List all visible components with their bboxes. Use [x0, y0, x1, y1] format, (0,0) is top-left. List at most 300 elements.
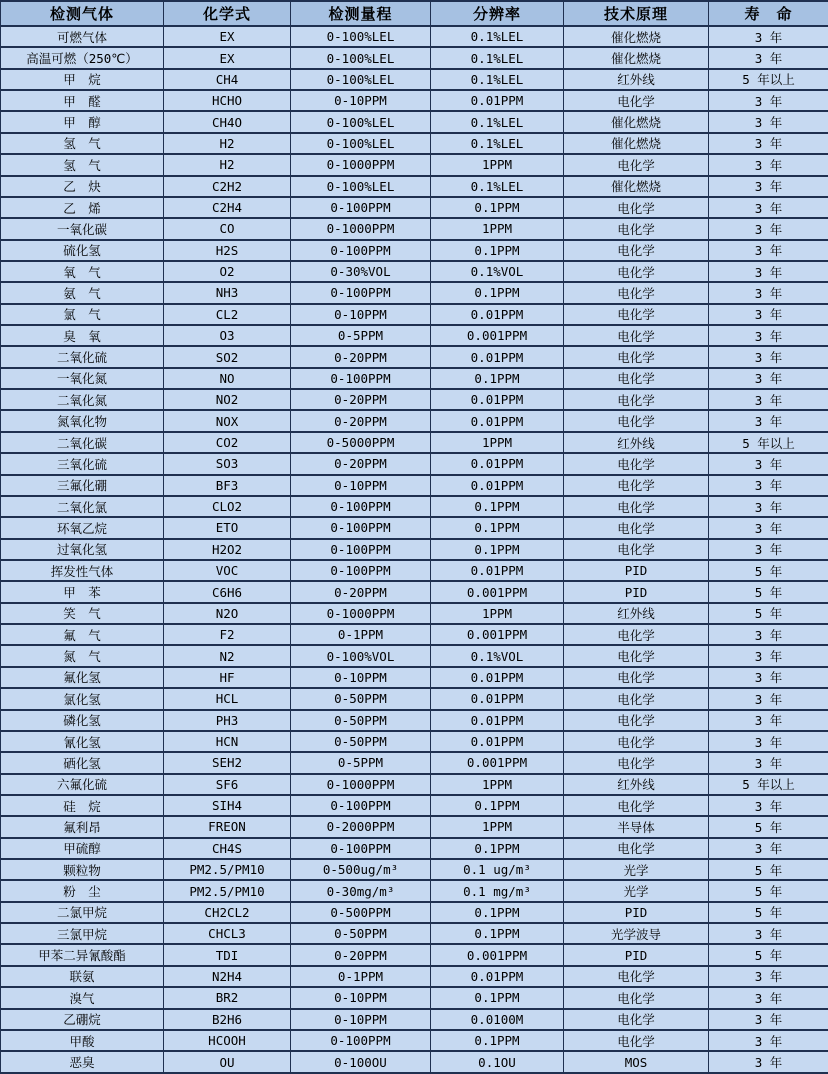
- cell-principle: 光学: [564, 880, 709, 901]
- cell-principle: 电化学: [564, 752, 709, 773]
- table-row: [1, 176, 828, 197]
- table-row: [1, 453, 828, 474]
- cell-formula: CH2CL2: [164, 902, 291, 923]
- cell-range: 0-100PPM: [291, 197, 431, 218]
- table-body: [1, 26, 828, 1073]
- cell-gas: 恶臭: [1, 1051, 164, 1073]
- cell-lifespan: 5 年以上: [709, 774, 828, 795]
- table-row: [1, 710, 828, 731]
- cell-lifespan: 3 年: [709, 47, 828, 68]
- cell-gas: 氰化氢: [1, 731, 164, 752]
- cell-range: 0-5000PPM: [291, 432, 431, 453]
- cell-gas: 氢 气: [1, 154, 164, 175]
- cell-formula: H2S: [164, 240, 291, 261]
- table-row: [1, 261, 828, 282]
- cell-formula: CH4S: [164, 838, 291, 859]
- cell-resolution: 1PPM: [431, 154, 564, 175]
- cell-formula: H2: [164, 133, 291, 154]
- cell-formula: H2O2: [164, 539, 291, 560]
- table-row: [1, 368, 828, 389]
- cell-resolution: 0.1%LEL: [431, 47, 564, 68]
- table-row: [1, 859, 828, 880]
- cell-principle: 电化学: [564, 475, 709, 496]
- cell-gas: 高温可燃（250℃）: [1, 47, 164, 68]
- cell-gas: 一氧化碳: [1, 218, 164, 239]
- cell-lifespan: 3 年: [709, 1030, 828, 1051]
- cell-gas: 甲 苯: [1, 581, 164, 602]
- cell-resolution: 0.001PPM: [431, 944, 564, 965]
- cell-lifespan: 3 年: [709, 453, 828, 474]
- cell-principle: 电化学: [564, 368, 709, 389]
- cell-principle: 电化学: [564, 987, 709, 1008]
- table-row: [1, 197, 828, 218]
- cell-resolution: 0.1OU: [431, 1051, 564, 1073]
- cell-resolution: 0.01PPM: [431, 560, 564, 581]
- cell-principle: 红外线: [564, 603, 709, 624]
- cell-formula: BR2: [164, 987, 291, 1008]
- column-header-lifespan: 寿 命: [709, 1, 828, 26]
- table-row: [1, 26, 828, 47]
- cell-range: 0-50PPM: [291, 710, 431, 731]
- table-row: [1, 432, 828, 453]
- table-row: [1, 624, 828, 645]
- cell-formula: NH3: [164, 282, 291, 303]
- cell-principle: 催化燃烧: [564, 176, 709, 197]
- table-row: [1, 923, 828, 944]
- cell-range: 0-1PPM: [291, 624, 431, 645]
- cell-formula: HCHO: [164, 90, 291, 111]
- cell-lifespan: 3 年: [709, 667, 828, 688]
- cell-lifespan: 3 年: [709, 325, 828, 346]
- cell-lifespan: 3 年: [709, 645, 828, 666]
- cell-gas: 联氨: [1, 966, 164, 987]
- cell-principle: 催化燃烧: [564, 133, 709, 154]
- column-header-gas: 检测气体: [1, 1, 164, 26]
- table-row: [1, 774, 828, 795]
- cell-formula: O3: [164, 325, 291, 346]
- table-row: [1, 645, 828, 666]
- cell-resolution: 0.01PPM: [431, 453, 564, 474]
- cell-principle: 电化学: [564, 645, 709, 666]
- cell-formula: CHCL3: [164, 923, 291, 944]
- cell-lifespan: 5 年: [709, 880, 828, 901]
- cell-formula: C2H4: [164, 197, 291, 218]
- cell-formula: SO2: [164, 346, 291, 367]
- cell-gas: 甲苯二异氰酸酯: [1, 944, 164, 965]
- cell-lifespan: 5 年: [709, 603, 828, 624]
- cell-lifespan: 3 年: [709, 26, 828, 47]
- table-row: [1, 902, 828, 923]
- cell-resolution: 0.001PPM: [431, 624, 564, 645]
- cell-resolution: 0.01PPM: [431, 688, 564, 709]
- cell-gas: 硒化氢: [1, 752, 164, 773]
- cell-range: 0-100PPM: [291, 560, 431, 581]
- cell-lifespan: 5 年: [709, 816, 828, 837]
- cell-gas: 甲 醇: [1, 111, 164, 132]
- cell-gas: 溴气: [1, 987, 164, 1008]
- cell-principle: 电化学: [564, 688, 709, 709]
- cell-principle: 电化学: [564, 624, 709, 645]
- cell-gas: 氯 气: [1, 304, 164, 325]
- cell-range: 0-10PPM: [291, 1009, 431, 1030]
- cell-range: 0-5PPM: [291, 325, 431, 346]
- cell-principle: 电化学: [564, 154, 709, 175]
- cell-range: 0-100PPM: [291, 795, 431, 816]
- cell-principle: 电化学: [564, 90, 709, 111]
- cell-lifespan: 5 年以上: [709, 432, 828, 453]
- cell-principle: 电化学: [564, 346, 709, 367]
- cell-lifespan: 5 年以上: [709, 69, 828, 90]
- cell-resolution: 0.1PPM: [431, 987, 564, 1008]
- table-row: [1, 560, 828, 581]
- table-row: [1, 816, 828, 837]
- cell-resolution: 0.1%LEL: [431, 133, 564, 154]
- cell-formula: PM2.5/PM10: [164, 880, 291, 901]
- cell-range: 0-1000PPM: [291, 603, 431, 624]
- cell-gas: 二氧化氮: [1, 389, 164, 410]
- cell-formula: PH3: [164, 710, 291, 731]
- cell-range: 0-1000PPM: [291, 218, 431, 239]
- cell-lifespan: 3 年: [709, 731, 828, 752]
- cell-resolution: 0.01PPM: [431, 304, 564, 325]
- cell-formula: CLO2: [164, 496, 291, 517]
- table-row: [1, 282, 828, 303]
- cell-resolution: 0.1PPM: [431, 838, 564, 859]
- cell-range: 0-20PPM: [291, 389, 431, 410]
- cell-range: 0-100PPM: [291, 517, 431, 538]
- table-row: [1, 90, 828, 111]
- cell-principle: PID: [564, 560, 709, 581]
- cell-gas: 笑 气: [1, 603, 164, 624]
- cell-resolution: 0.01PPM: [431, 346, 564, 367]
- cell-resolution: 0.1 ug/m³: [431, 859, 564, 880]
- cell-formula: HCOOH: [164, 1030, 291, 1051]
- cell-resolution: 0.1PPM: [431, 539, 564, 560]
- table-row: [1, 218, 828, 239]
- cell-range: 0-20PPM: [291, 453, 431, 474]
- cell-range: 0-10PPM: [291, 304, 431, 325]
- cell-lifespan: 3 年: [709, 90, 828, 111]
- cell-formula: CH4: [164, 69, 291, 90]
- cell-gas: 磷化氢: [1, 710, 164, 731]
- cell-resolution: 0.0100M: [431, 1009, 564, 1030]
- table-row: [1, 987, 828, 1008]
- cell-range: 0-20PPM: [291, 346, 431, 367]
- table-row: [1, 346, 828, 367]
- cell-gas: 氟化氢: [1, 667, 164, 688]
- cell-formula: CO2: [164, 432, 291, 453]
- cell-gas: 硫化氢: [1, 240, 164, 261]
- cell-lifespan: 3 年: [709, 624, 828, 645]
- cell-lifespan: 3 年: [709, 710, 828, 731]
- cell-range: 0-500PPM: [291, 902, 431, 923]
- column-header-principle: 技术原理: [564, 1, 709, 26]
- cell-resolution: 0.1PPM: [431, 368, 564, 389]
- cell-gas: 乙 炔: [1, 176, 164, 197]
- cell-gas: 二氧化氯: [1, 496, 164, 517]
- cell-resolution: 0.1PPM: [431, 1030, 564, 1051]
- cell-gas: 氮氧化物: [1, 410, 164, 431]
- cell-range: 0-100PPM: [291, 496, 431, 517]
- cell-principle: 光学波导: [564, 923, 709, 944]
- cell-principle: 电化学: [564, 517, 709, 538]
- cell-gas: 甲硫醇: [1, 838, 164, 859]
- cell-resolution: 0.01PPM: [431, 667, 564, 688]
- cell-resolution: 0.01PPM: [431, 90, 564, 111]
- table-row: [1, 1051, 828, 1073]
- cell-lifespan: 3 年: [709, 496, 828, 517]
- cell-range: 0-50PPM: [291, 923, 431, 944]
- table-row: [1, 966, 828, 987]
- cell-gas: 氟利昂: [1, 816, 164, 837]
- table-row: [1, 111, 828, 132]
- cell-gas: 甲 烷: [1, 69, 164, 90]
- cell-principle: PID: [564, 902, 709, 923]
- cell-range: 0-5PPM: [291, 752, 431, 773]
- cell-principle: 电化学: [564, 539, 709, 560]
- table-row: [1, 752, 828, 773]
- cell-resolution: 0.01PPM: [431, 710, 564, 731]
- cell-principle: 电化学: [564, 496, 709, 517]
- cell-gas: 三氯甲烷: [1, 923, 164, 944]
- cell-lifespan: 3 年: [709, 261, 828, 282]
- cell-range: 0-100PPM: [291, 1030, 431, 1051]
- cell-gas: 三氟化硼: [1, 475, 164, 496]
- cell-resolution: 0.01PPM: [431, 410, 564, 431]
- table-row: [1, 1009, 828, 1030]
- cell-principle: 电化学: [564, 389, 709, 410]
- cell-gas: 乙硼烷: [1, 1009, 164, 1030]
- cell-lifespan: 3 年: [709, 517, 828, 538]
- cell-gas: 三氧化硫: [1, 453, 164, 474]
- table-row: [1, 325, 828, 346]
- cell-principle: 电化学: [564, 966, 709, 987]
- cell-range: 0-100%LEL: [291, 176, 431, 197]
- cell-principle: 电化学: [564, 838, 709, 859]
- table-row: [1, 240, 828, 261]
- cell-formula: B2H6: [164, 1009, 291, 1030]
- cell-principle: 催化燃烧: [564, 47, 709, 68]
- cell-formula: SF6: [164, 774, 291, 795]
- table-row: [1, 667, 828, 688]
- cell-principle: 半导体: [564, 816, 709, 837]
- cell-formula: F2: [164, 624, 291, 645]
- cell-range: 0-1000PPM: [291, 154, 431, 175]
- cell-gas: 二氧化硫: [1, 346, 164, 367]
- cell-lifespan: 5 年: [709, 859, 828, 880]
- cell-resolution: 0.1PPM: [431, 282, 564, 303]
- cell-formula: EX: [164, 47, 291, 68]
- cell-lifespan: 3 年: [709, 154, 828, 175]
- cell-range: 0-100%LEL: [291, 111, 431, 132]
- cell-principle: 电化学: [564, 710, 709, 731]
- cell-resolution: 0.01PPM: [431, 731, 564, 752]
- cell-range: 0-100%LEL: [291, 47, 431, 68]
- cell-principle: 电化学: [564, 453, 709, 474]
- cell-resolution: 1PPM: [431, 218, 564, 239]
- cell-formula: NOX: [164, 410, 291, 431]
- cell-formula: HCL: [164, 688, 291, 709]
- cell-resolution: 0.1PPM: [431, 517, 564, 538]
- cell-gas: 环氧乙烷: [1, 517, 164, 538]
- cell-resolution: 0.01PPM: [431, 475, 564, 496]
- cell-lifespan: 3 年: [709, 389, 828, 410]
- cell-gas: 粉 尘: [1, 880, 164, 901]
- cell-range: 0-30%VOL: [291, 261, 431, 282]
- cell-formula: SEH2: [164, 752, 291, 773]
- cell-formula: HCN: [164, 731, 291, 752]
- cell-formula: C6H6: [164, 581, 291, 602]
- cell-range: 0-100OU: [291, 1051, 431, 1073]
- table-row: [1, 539, 828, 560]
- cell-lifespan: 3 年: [709, 987, 828, 1008]
- cell-lifespan: 3 年: [709, 1051, 828, 1073]
- table-row: [1, 475, 828, 496]
- cell-lifespan: 3 年: [709, 176, 828, 197]
- cell-gas: 氧 气: [1, 261, 164, 282]
- cell-principle: 电化学: [564, 1009, 709, 1030]
- table-row: [1, 581, 828, 602]
- cell-formula: SO3: [164, 453, 291, 474]
- cell-resolution: 0.1PPM: [431, 496, 564, 517]
- cell-resolution: 0.1%LEL: [431, 176, 564, 197]
- cell-gas: 过氧化氢: [1, 539, 164, 560]
- cell-range: 0-1000PPM: [291, 774, 431, 795]
- cell-range: 0-100PPM: [291, 539, 431, 560]
- cell-resolution: 0.1%VOL: [431, 645, 564, 666]
- cell-lifespan: 3 年: [709, 240, 828, 261]
- cell-principle: 电化学: [564, 261, 709, 282]
- cell-principle: 红外线: [564, 69, 709, 90]
- cell-formula: ETO: [164, 517, 291, 538]
- cell-gas: 甲酸: [1, 1030, 164, 1051]
- cell-lifespan: 5 年: [709, 902, 828, 923]
- cell-lifespan: 3 年: [709, 282, 828, 303]
- cell-gas: 乙 烯: [1, 197, 164, 218]
- cell-gas: 氟 气: [1, 624, 164, 645]
- cell-formula: TDI: [164, 944, 291, 965]
- cell-lifespan: 3 年: [709, 111, 828, 132]
- cell-resolution: 0.01PPM: [431, 966, 564, 987]
- cell-resolution: 0.1PPM: [431, 197, 564, 218]
- table-row: [1, 795, 828, 816]
- table-row: [1, 496, 828, 517]
- cell-lifespan: 3 年: [709, 368, 828, 389]
- cell-gas: 二氯甲烷: [1, 902, 164, 923]
- cell-formula: N2: [164, 645, 291, 666]
- cell-formula: FREON: [164, 816, 291, 837]
- cell-gas: 臭 氧: [1, 325, 164, 346]
- cell-gas: 氯化氢: [1, 688, 164, 709]
- cell-resolution: 0.001PPM: [431, 325, 564, 346]
- cell-range: 0-20PPM: [291, 581, 431, 602]
- cell-principle: 电化学: [564, 218, 709, 239]
- table-row: [1, 304, 828, 325]
- cell-gas: 氨 气: [1, 282, 164, 303]
- cell-lifespan: 3 年: [709, 410, 828, 431]
- cell-gas: 六氟化硫: [1, 774, 164, 795]
- cell-range: 0-100%VOL: [291, 645, 431, 666]
- cell-resolution: 0.1PPM: [431, 240, 564, 261]
- cell-principle: 电化学: [564, 304, 709, 325]
- cell-formula: PM2.5/PM10: [164, 859, 291, 880]
- cell-lifespan: 5 年: [709, 560, 828, 581]
- cell-range: 0-20PPM: [291, 410, 431, 431]
- cell-range: 0-50PPM: [291, 731, 431, 752]
- cell-resolution: 0.001PPM: [431, 581, 564, 602]
- cell-principle: PID: [564, 581, 709, 602]
- table-row: [1, 603, 828, 624]
- cell-range: 0-100PPM: [291, 368, 431, 389]
- cell-principle: 电化学: [564, 667, 709, 688]
- cell-resolution: 0.1PPM: [431, 795, 564, 816]
- cell-resolution: 0.1%LEL: [431, 69, 564, 90]
- cell-lifespan: 3 年: [709, 795, 828, 816]
- cell-resolution: 1PPM: [431, 432, 564, 453]
- cell-lifespan: 3 年: [709, 1009, 828, 1030]
- table-row: [1, 69, 828, 90]
- cell-gas: 颗粒物: [1, 859, 164, 880]
- cell-resolution: 0.001PPM: [431, 752, 564, 773]
- cell-principle: 电化学: [564, 282, 709, 303]
- cell-lifespan: 3 年: [709, 966, 828, 987]
- table-row: [1, 1030, 828, 1051]
- cell-range: 0-2000PPM: [291, 816, 431, 837]
- cell-range: 0-100%LEL: [291, 69, 431, 90]
- cell-formula: SIH4: [164, 795, 291, 816]
- cell-formula: CH4O: [164, 111, 291, 132]
- cell-principle: 红外线: [564, 432, 709, 453]
- cell-formula: C2H2: [164, 176, 291, 197]
- cell-range: 0-20PPM: [291, 944, 431, 965]
- cell-gas: 硅 烷: [1, 795, 164, 816]
- cell-principle: 催化燃烧: [564, 111, 709, 132]
- cell-lifespan: 3 年: [709, 688, 828, 709]
- cell-gas: 甲 醛: [1, 90, 164, 111]
- cell-formula: BF3: [164, 475, 291, 496]
- column-header-range: 检测量程: [291, 1, 431, 26]
- cell-formula: HF: [164, 667, 291, 688]
- cell-range: 0-50PPM: [291, 688, 431, 709]
- cell-range: 0-10PPM: [291, 475, 431, 496]
- cell-formula: VOC: [164, 560, 291, 581]
- cell-resolution: 0.1%VOL: [431, 261, 564, 282]
- cell-range: 0-100PPM: [291, 240, 431, 261]
- cell-range: 0-10PPM: [291, 90, 431, 111]
- table-row: [1, 133, 828, 154]
- cell-range: 0-100%LEL: [291, 26, 431, 47]
- table-row: [1, 410, 828, 431]
- cell-resolution: 1PPM: [431, 816, 564, 837]
- cell-principle: PID: [564, 944, 709, 965]
- cell-lifespan: 5 年: [709, 944, 828, 965]
- cell-formula: NO: [164, 368, 291, 389]
- table-row: [1, 154, 828, 175]
- cell-principle: 红外线: [564, 774, 709, 795]
- header-row: [1, 1, 828, 26]
- cell-lifespan: 3 年: [709, 475, 828, 496]
- cell-resolution: 0.1%LEL: [431, 26, 564, 47]
- cell-formula: CO: [164, 218, 291, 239]
- cell-formula: CL2: [164, 304, 291, 325]
- cell-formula: OU: [164, 1051, 291, 1073]
- cell-range: 0-100%LEL: [291, 133, 431, 154]
- table-row: [1, 838, 828, 859]
- cell-formula: EX: [164, 26, 291, 47]
- cell-resolution: 0.1 mg/m³: [431, 880, 564, 901]
- cell-range: 0-100PPM: [291, 838, 431, 859]
- cell-resolution: 0.1PPM: [431, 902, 564, 923]
